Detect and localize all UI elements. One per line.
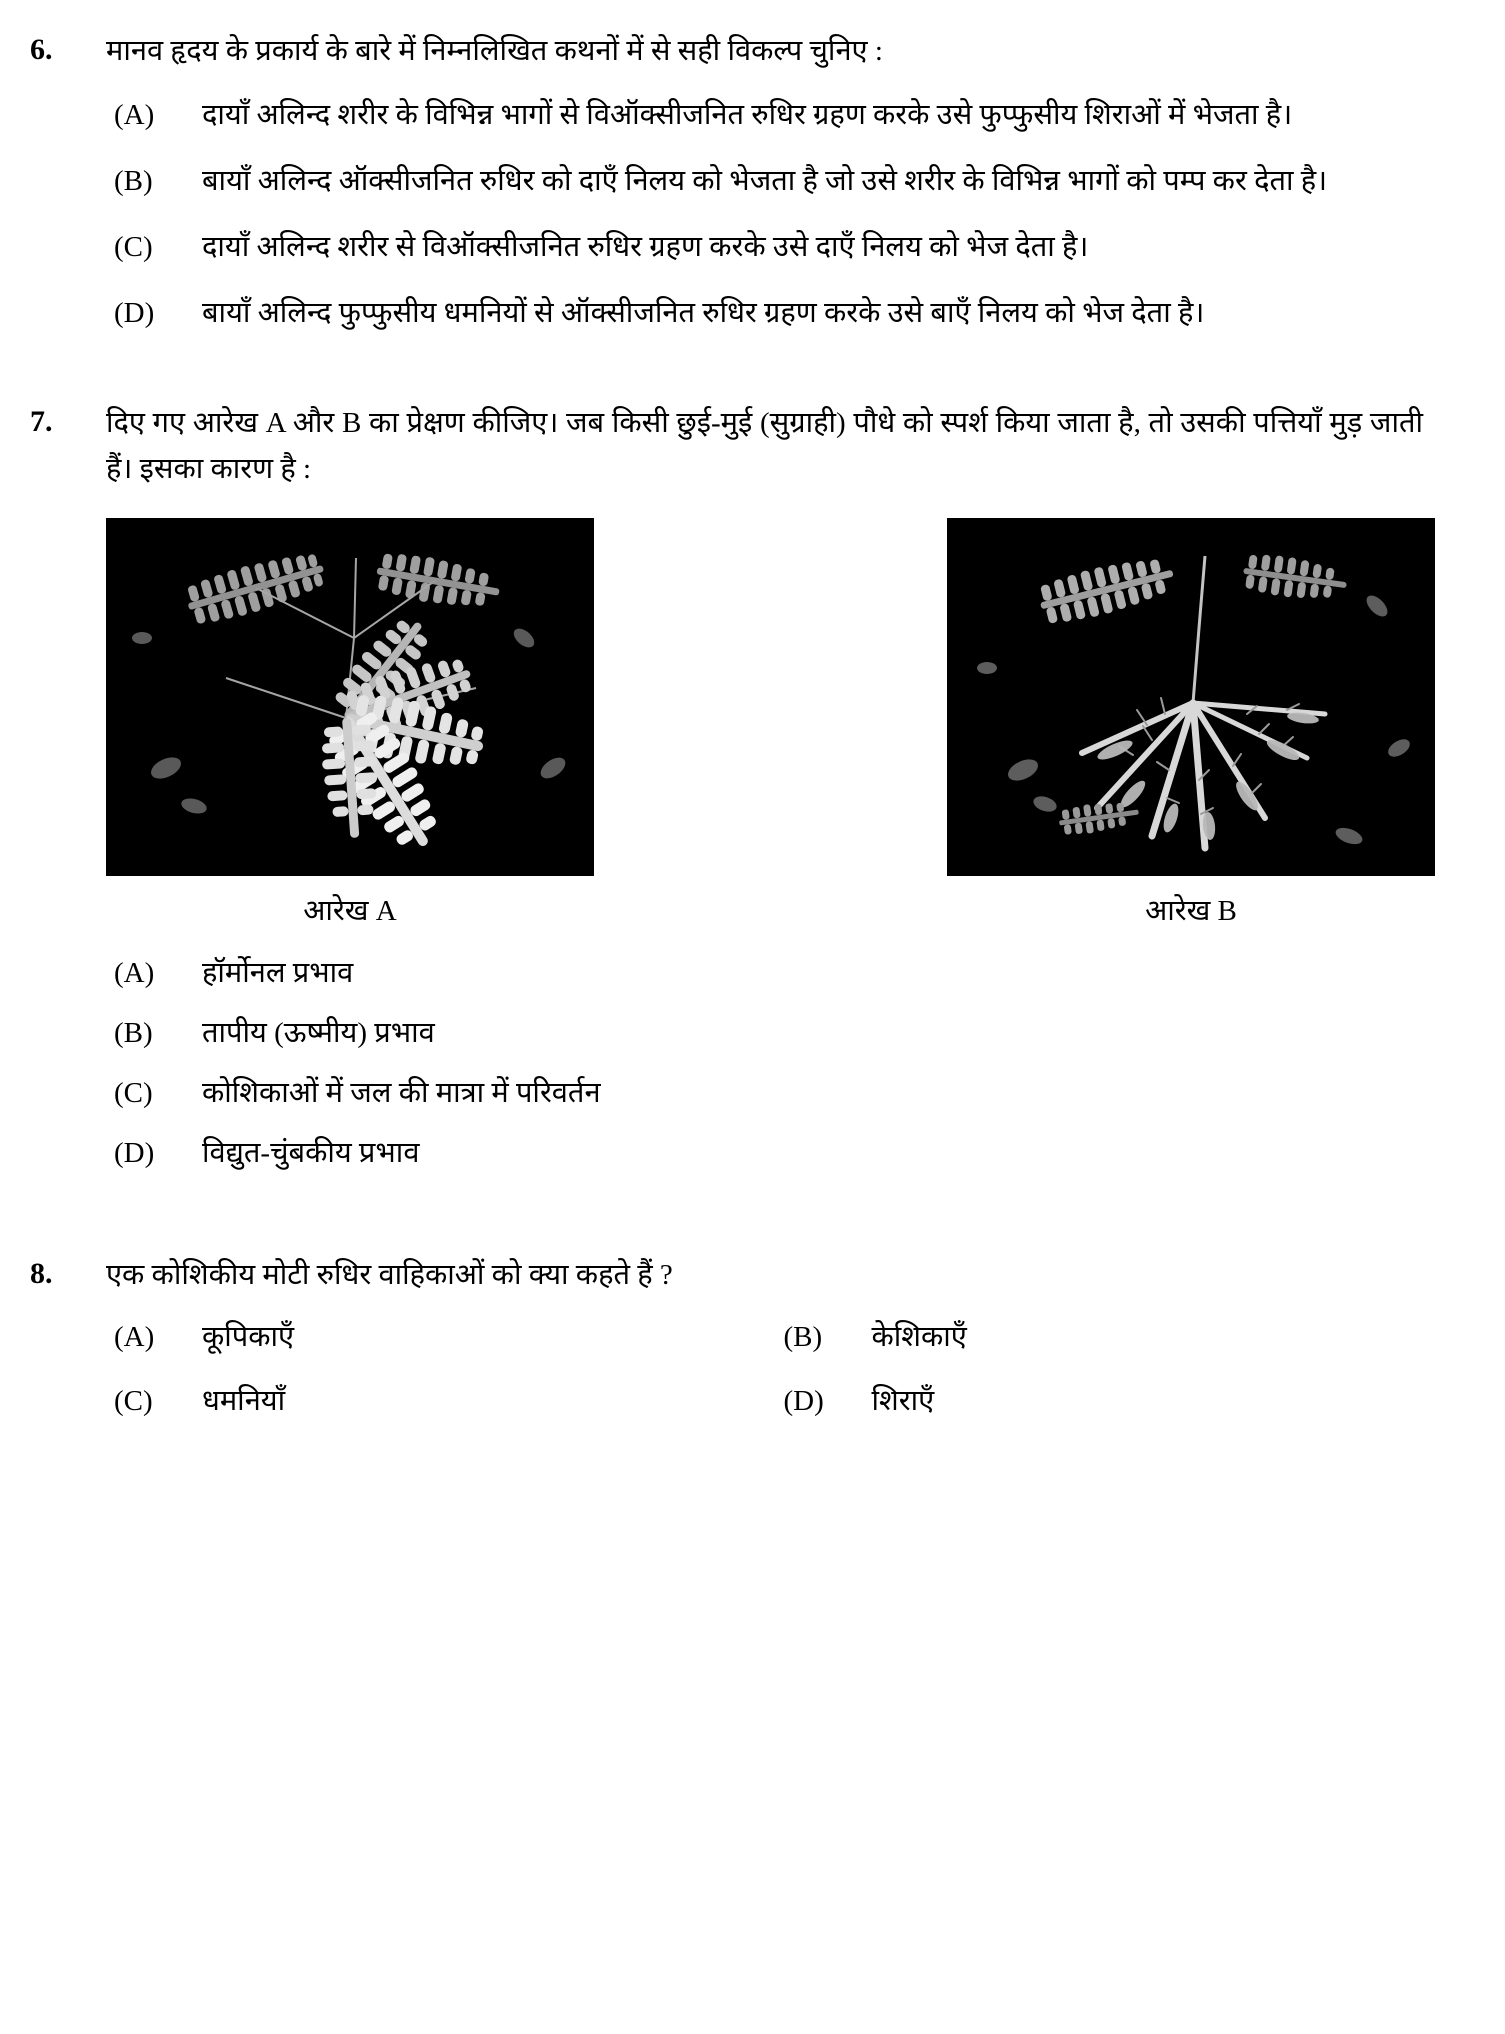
option-a[interactable] (106, 1314, 776, 1360)
option-d[interactable] (106, 290, 1445, 336)
question-stem: एक कोशिकीय मोटी रुधिर वाहिकाओं को क्या कहते हैं ? (106, 1259, 673, 1291)
question-body (106, 400, 1445, 1190)
option-b[interactable] (106, 1010, 1445, 1056)
question-number: 7. (30, 405, 53, 438)
option-c[interactable] (106, 1378, 776, 1424)
option-text: शिराएँ (871, 1385, 935, 1417)
figure-b-image (947, 518, 1435, 876)
question-body (106, 1252, 1445, 1424)
option-c[interactable] (106, 1070, 1445, 1116)
option-text: दायाँ अलिन्द शरीर से विऑक्सीजनित रुधिर ग्रहण करके उसे दाएँ निलय को भेज देता है। (202, 231, 1089, 263)
question-7 (18, 400, 1445, 1190)
mimosa-folded-illustration (947, 518, 1435, 876)
figure-a-caption: आरेख A (303, 895, 397, 927)
section-spacer (18, 356, 1445, 400)
figure-b (947, 518, 1435, 932)
figure-row (106, 518, 1445, 932)
options-list (106, 950, 1445, 1176)
figure-a (106, 518, 594, 932)
option-label: (D) (114, 1137, 155, 1169)
option-text: बायाँ अलिन्द ऑक्सीजनित रुधिर को दाएँ निलय को भेजता है जो उसे शरीर के विभिन्न भागों को पम्प कर देता है। (202, 165, 1328, 197)
question-stem: मानव हृदय के प्रकार्य के बारे में निम्नलिखित कथनों में से सही विकल्प चुनिए : (106, 35, 883, 67)
option-text: धमनियाँ (202, 1385, 286, 1417)
option-a[interactable] (106, 92, 1445, 138)
question-8 (18, 1252, 1445, 1424)
option-label: (D) (114, 297, 155, 329)
options-list (106, 92, 1445, 336)
option-b[interactable] (106, 158, 1445, 204)
option-text: दायाँ अलिन्द शरीर के विभिन्न भागों से विऑक्सीजनित रुधिर ग्रहण करके उसे फुप्फुसीय शिराओं में भेजता है। (202, 99, 1293, 131)
option-label: (A) (114, 957, 155, 989)
option-text: बायाँ अलिन्द फुप्फुसीय धमनियों से ऑक्सीजनित रुधिर ग्रहण करके उसे बाएँ निलय को भेज देता है। (202, 297, 1205, 329)
option-b[interactable] (776, 1314, 1446, 1360)
option-text: कूपिकाएँ (202, 1321, 295, 1353)
option-text: विद्युत-चुंबकीय प्रभाव (202, 1137, 420, 1169)
option-label: (C) (114, 1385, 153, 1417)
option-text: केशिकाएँ (871, 1321, 967, 1353)
question-number: 6. (30, 33, 53, 66)
options-grid (106, 1314, 1445, 1424)
section-spacer (18, 1190, 1445, 1252)
option-a[interactable] (106, 950, 1445, 996)
option-label: (A) (114, 1321, 155, 1353)
option-label: (B) (114, 1017, 153, 1049)
option-label: (A) (114, 99, 155, 131)
question-body (106, 28, 1445, 356)
option-text: कोशिकाओं में जल की मात्रा में परिवर्तन (202, 1077, 601, 1109)
figure-a-image (106, 518, 594, 876)
figure-b-caption: आरेख B (1145, 895, 1237, 927)
option-label: (D) (783, 1385, 824, 1417)
question-stem: दिए गए आरेख A और B का प्रेक्षण कीजिए। जब किसी छुई-मुई (सुग्राही) पौधे को स्पर्श किया जाता है, तो उसकी पत्तियाँ मुड़ जाती हैं। इसका कारण है : (106, 407, 1423, 485)
option-d[interactable] (776, 1378, 1446, 1424)
question-number: 8. (30, 1257, 53, 1290)
option-c[interactable] (106, 224, 1445, 270)
mimosa-open-illustration (106, 518, 594, 876)
option-label: (B) (114, 165, 153, 197)
option-d[interactable] (106, 1130, 1445, 1176)
option-label: (C) (114, 231, 153, 263)
question-6 (18, 28, 1445, 356)
option-text: तापीय (ऊष्मीय) प्रभाव (202, 1017, 435, 1049)
option-label: (C) (114, 1077, 153, 1109)
option-text: हॉर्मोनल प्रभाव (202, 957, 354, 989)
option-label: (B) (783, 1321, 823, 1353)
